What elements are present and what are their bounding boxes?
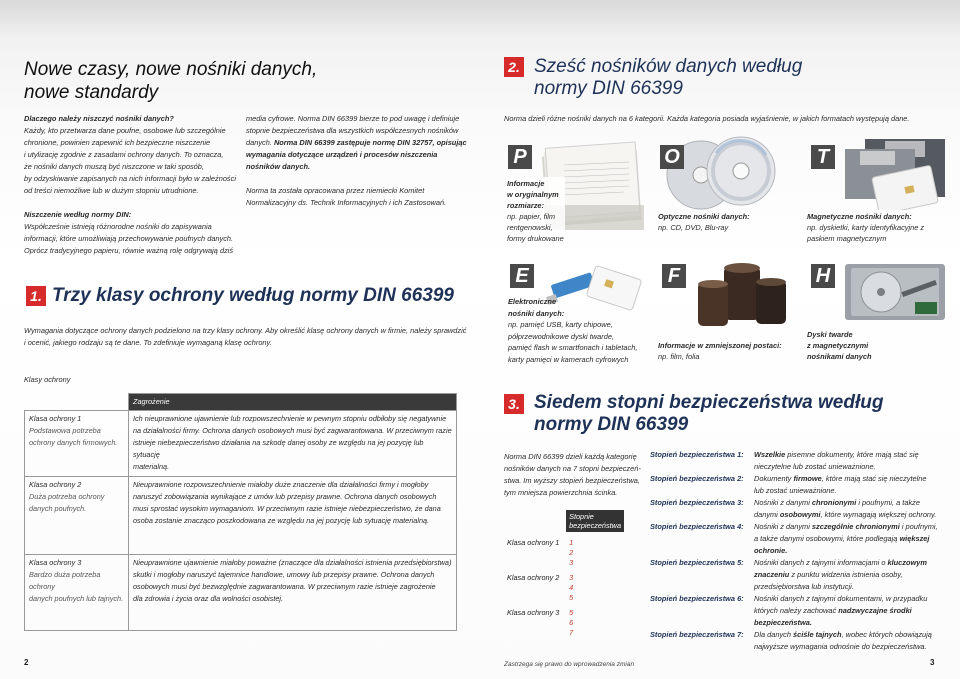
text-line: Nośniki danych z tajnymi dokumentami, w przypadku xyxy=(754,594,928,603)
class-cell xyxy=(25,477,129,555)
category-e xyxy=(504,262,649,372)
intro-column-1 xyxy=(24,113,244,257)
table-row xyxy=(25,411,457,477)
label-bold: Dyski twarde xyxy=(807,330,853,339)
class-desc: danych poufnych. xyxy=(29,504,87,513)
class-title: Klasa ochrony 2 xyxy=(29,480,82,489)
table-caption: Klasy ochrony xyxy=(24,375,71,384)
label-text: formy drukowane xyxy=(507,234,564,243)
label-bold: Optyczne nośniki danych: xyxy=(658,212,750,221)
title-line-2: normy DIN 66399 xyxy=(534,414,689,435)
label-text: np. dyskietki, karty identyfikacyjne z xyxy=(807,223,925,232)
level-value: 3 xyxy=(569,573,574,582)
section-number-badge: 2. xyxy=(504,57,524,77)
label-text: rentgenowski, xyxy=(507,223,553,232)
table-header-row xyxy=(25,394,457,411)
level-name: Stopień bezpieczeństwa 7: xyxy=(650,630,744,639)
category-letter-badge: T xyxy=(811,145,835,169)
level-desc: Nośniki danych z tajnymi informacjami o kluczowym znaczeniu z punktu widzenia istnienia osoby, przedsiębiorstwa lub instytucji. xyxy=(754,557,950,593)
level-value: 2 xyxy=(569,548,574,557)
category-label xyxy=(506,177,565,245)
class-desc: Duża potrzeba ochrony xyxy=(29,492,105,501)
text-line: skutki i mogłoby naruszyć tajemnice handlowe, umowy lub przepisy prawne. Ochrona danych xyxy=(133,570,435,579)
label-bold: Magnetyczne nośniki danych: xyxy=(807,212,912,221)
text-line: najwyższe wymagania odnośnie do bezpieczeństwa. xyxy=(754,642,927,651)
text-line: stwa. Im wyższy stopień bezpieczeństwa, xyxy=(504,476,640,485)
level-row xyxy=(650,521,950,557)
category-label xyxy=(658,211,750,233)
text-line: na działalności firmy. Ochrona danych osobowych musi być zagwarantowana. W przeciwnym razie xyxy=(133,426,452,435)
category-o xyxy=(656,135,796,245)
header-line: bezpieczeństwa xyxy=(569,521,621,530)
mini-row-levels xyxy=(566,604,624,639)
mini-header xyxy=(566,510,624,532)
category-letter-badge: H xyxy=(811,264,835,288)
text-line: Norma DIN 66399 dzieli każdą kategorię xyxy=(504,452,637,461)
category-label xyxy=(658,340,808,362)
class-desc: Podstawowa potrzeba xyxy=(29,426,101,435)
level-row xyxy=(650,473,950,497)
level-name: Stopień bezpieczeństwa 1: xyxy=(650,450,744,459)
text-line: i ocenić, jakiego rodzaju są te dane. To zdefiniuje wymaganą klasę ochrony. xyxy=(24,338,272,347)
text-line: przedsiębiorstwa lub instytucji. xyxy=(754,582,854,591)
text-line: Każdy, kto przetwarza dane poufne, osobowe lub szczególnie xyxy=(24,126,226,135)
category-t xyxy=(805,135,955,245)
label-bold: rozmiarze: xyxy=(507,201,544,210)
section-title xyxy=(534,392,883,436)
level-row xyxy=(650,497,950,521)
level-desc: Dokumenty firmowe, które mają stać się nieczytelne lub zostać unieważnione. xyxy=(754,473,950,497)
empty-cell xyxy=(504,510,566,532)
level-desc: Nośniki z danymi szczególnie chronionymi i poufnymi, a także danymi osobowymi, które podlegają większej ochronie. xyxy=(754,521,950,557)
category-label xyxy=(807,211,955,244)
label-text: np. film, folia xyxy=(658,352,700,361)
category-label xyxy=(508,296,650,365)
label-bold: w oryginalnym xyxy=(507,190,559,199)
text-line: osobowych musi być bezwzględnie zagwarantowana. W przeciwnym razie istnieje zagrożenie xyxy=(133,582,436,591)
text-line: tym mniejsza powierzchnia ścinka. xyxy=(504,488,618,497)
label-bold: Informacje w zmniejszonej postaci: xyxy=(658,341,782,350)
level-row xyxy=(650,629,950,653)
text-line: informacji, które umożliwiają przechowywanie poufnych danych. xyxy=(24,234,234,243)
security-levels-list xyxy=(650,449,950,653)
level-name: Stopień bezpieczeństwa 6: xyxy=(650,594,744,603)
mini-row xyxy=(504,532,624,569)
label-text: paskiem magnetycznym xyxy=(807,234,887,243)
title-line-1: Nowe czasy, nowe nośniki danych, xyxy=(24,59,318,80)
column2-paragraph xyxy=(246,113,471,173)
section-title: Trzy klasy ochrony według normy DIN 66399 xyxy=(52,285,454,306)
level-value: 1 xyxy=(569,538,574,547)
text-line: Współcześnie istnieją różnorodne nośniki do zapisywania xyxy=(24,222,212,231)
bold-fragment: Norma DIN 66399 zastępuje normę DIN 32757, opisując xyxy=(273,138,467,147)
category-letter-badge: P xyxy=(508,145,532,169)
category-f xyxy=(656,262,801,372)
threat-cell xyxy=(129,411,457,477)
class-desc: Bardzo duża potrzeba ochrony xyxy=(29,570,101,591)
text-line: stopnie bezpieczeństwa dla wszystkich współczesnych nośników xyxy=(246,126,459,135)
class-title: Klasa ochrony 3 xyxy=(29,558,82,567)
threat-cell xyxy=(129,477,457,555)
text-line: musi sprostać wysokim wymaganiom. W przeciwnym razie istnieje niebezpieczeństwo, że dana xyxy=(133,504,441,513)
level-name: Stopień bezpieczeństwa 4: xyxy=(650,522,744,531)
section-intro: Norma dzieli różne nośniki danych na 6 kategorii. Każda kategoria posiada wyjaśnienie, w jakich formatach występują dane. xyxy=(504,114,910,123)
text-line: Wymagania dotyczące ochrony danych podzielono na trzy klasy ochrony. Aby określić klasę ochrony danych w firmie, należy sprawdzić xyxy=(24,326,467,335)
bold-line: wymagania dotyczące urządzeń i procesów niszczenia xyxy=(246,150,438,159)
level-row xyxy=(650,557,950,593)
label-bold: Elektroniczne xyxy=(508,297,557,306)
label-text: karty pamięci w kamerach cyfrowych xyxy=(508,354,629,364)
label-text: półprzewodnikowe dyski twarde, xyxy=(508,331,614,341)
class-cell xyxy=(25,411,129,477)
text-line: że nośniki danych muszą być niszczone w taki sposób, xyxy=(24,162,204,171)
page-title xyxy=(24,58,317,104)
category-letter-badge: O xyxy=(660,145,684,169)
mini-row-label: Klasa ochrony 3 xyxy=(507,608,560,617)
text-line: Nieuprawnione rozpowszechnienie miałoby duże znaczenie dla działalności firmy i mogłoby xyxy=(133,480,429,489)
table-row xyxy=(25,477,457,555)
mini-row-levels xyxy=(566,532,624,569)
level-value: 4 xyxy=(569,583,574,592)
din-question: Niszczenie według normy DIN: xyxy=(24,210,132,219)
title-line-2: nowe standardy xyxy=(24,82,159,103)
text-line: ochronie. xyxy=(754,546,788,555)
text-line: bezpieczeństwa. xyxy=(754,618,812,627)
label-bold: z magnetycznymi xyxy=(807,341,869,350)
class-desc: danych poufnych lub tajnych. xyxy=(29,594,124,603)
bold-line: nośników danych. xyxy=(246,162,311,171)
mini-row-label: Klasa ochrony 2 xyxy=(507,573,560,582)
label-text: np. papier, film xyxy=(507,212,556,221)
section-number-badge: 3. xyxy=(504,394,524,414)
class-title: Klasa ochrony 1 xyxy=(29,414,82,423)
text-line: dla zdrowia i życia oraz dla wolności osobistej. xyxy=(133,594,284,603)
mini-row-levels xyxy=(566,569,624,604)
level-row xyxy=(650,449,950,473)
text-line: nośników danych na 7 stopni bezpieczeń- xyxy=(504,464,641,473)
header-line: Stopnie xyxy=(569,512,594,521)
category-label xyxy=(807,329,907,362)
level-name: Stopień bezpieczeństwa 3: xyxy=(650,498,744,507)
text-line: materialną. xyxy=(133,462,170,471)
label-text: np. CD, DVD, Blu-ray xyxy=(658,223,729,232)
text-line: chronione, powinien zapewnić ich bezpieczne niszczenie xyxy=(24,138,211,147)
text-fragment: danych. xyxy=(246,138,272,147)
level-value: 6 xyxy=(569,618,574,627)
text-line: nieczytelne lub zostać unieważnione. xyxy=(754,462,876,471)
text-line: Ich nieuprawnione ujawnienie lub rozpowszechnienie w pewnym stopniu odbiłoby się negatywnie xyxy=(133,414,447,423)
level-value: 5 xyxy=(569,608,574,617)
category-letter-badge: F xyxy=(662,264,686,288)
label-text: pamięć flash w smartfonach i tabletach, xyxy=(508,343,638,352)
levels-mapping-table xyxy=(504,510,624,639)
text-line: naruszyć zobowiązania wynikające z umów lub przepisy prawne. Ochrona danych osobowych xyxy=(133,492,437,501)
label-bold: nośnikami danych xyxy=(807,352,872,361)
level-value: 3 xyxy=(569,558,574,567)
section-intro xyxy=(24,325,469,349)
text-line: i utylizację zgodnie z zasadami ochrony danych. To oznacza, xyxy=(24,150,224,159)
label-bold: Informacje xyxy=(507,179,545,188)
level-value: 7 xyxy=(569,628,574,637)
mini-row-label: Klasa ochrony 1 xyxy=(507,538,560,547)
text-line: istnieje niebezpieczeństwo działania na szkodę danej osoby ze względu na jej pozycję lub sytuację xyxy=(133,438,424,459)
threat-cell xyxy=(129,555,457,631)
text-line: lub zostać unieważnione. xyxy=(754,486,837,495)
text-line: Nieuprawnione ujawnienie miałoby poważne (znaczące dla działalności istnienia przedsiębiorstwa) xyxy=(133,558,452,567)
class-cell xyxy=(25,555,129,631)
column-header: Zagrożenie xyxy=(129,394,457,411)
level-desc: Dla danych ściśle tajnych, wobec których obowiązują najwyższe wymagania odnośnie do bezpieczeństwa. xyxy=(754,629,950,653)
empty-header-cell xyxy=(25,394,129,411)
section-number-badge: 1. xyxy=(26,286,46,306)
class-desc: ochrony danych firmowych. xyxy=(29,438,118,447)
section-title xyxy=(534,56,802,100)
title-line-1: Siedem stopni bezpieczeństwa według xyxy=(534,392,884,413)
mini-row xyxy=(504,604,624,639)
footer-note: Zastrzega się prawo do wprowadzenia zmian xyxy=(504,661,635,668)
intro-paragraph xyxy=(24,125,244,197)
level-name: Stopień bezpieczeństwa 2: xyxy=(650,474,744,483)
level-name: Stopień bezpieczeństwa 5: xyxy=(650,558,744,567)
column2-paragraph-2 xyxy=(246,185,471,209)
label-text: np. pamięć USB, karty chipowe, xyxy=(508,320,613,329)
text-line: Oprócz tradycyjnego papieru, równie ważną rolę odgrywają dziś xyxy=(24,246,234,255)
intro-column-2 xyxy=(246,113,471,209)
page-number: 3 xyxy=(930,658,935,667)
mini-header-row xyxy=(504,510,624,532)
text-line: od treści niemożliwe lub w dużym stopniu utrudnione. xyxy=(24,186,199,195)
text-line: Norma ta została opracowana przez niemiecki Komitet xyxy=(246,186,425,195)
level-desc: Nośniki z danymi chronionymi i poufnymi, a także danymi osobowymi, które wymagają większej ochrony. xyxy=(754,498,937,519)
text-line: Normalizacyjny ds. Technik Informacyjnych i ich Zastosowań. xyxy=(246,198,447,207)
mini-row xyxy=(504,569,624,604)
right-page xyxy=(480,0,960,679)
page-number: 2 xyxy=(24,658,29,667)
title-line-1: Sześć nośników danych według xyxy=(534,56,803,77)
level-desc: Nośniki danych z tajnymi dokumentami, w przypadku których należy zachować nadzwyczajne środki bezpieczeństwa. xyxy=(754,593,950,629)
title-line-2: normy DIN 66399 xyxy=(534,78,683,99)
text-line: osoba zostanie znacząco poszkodowana ze względu na jej pozycję lub sytuację materialną. xyxy=(133,516,430,525)
category-p xyxy=(504,135,644,245)
protection-classes-table xyxy=(24,393,457,631)
text-line: media cyfrowe. Norma DIN 66399 bierze to pod uwagę i definiuje xyxy=(246,114,460,123)
section3-intro xyxy=(504,451,654,499)
label-bold: nośniki danych: xyxy=(508,308,565,318)
intro-question: Dlaczego należy niszczyć nośniki danych? xyxy=(24,114,174,123)
category-h xyxy=(805,262,955,372)
category-letter-badge: E xyxy=(510,264,534,288)
din-paragraph xyxy=(24,221,244,257)
level-value: 5 xyxy=(569,593,574,602)
level-row xyxy=(650,593,950,629)
text-line: by odzyskiwanie zapisanych na nich informacji było w zależności xyxy=(24,174,236,183)
table-row xyxy=(25,555,457,631)
level-desc: Wszelkie pisemne dokumenty, które mają stać się nieczytelne lub zostać unieważnione. xyxy=(754,449,950,473)
